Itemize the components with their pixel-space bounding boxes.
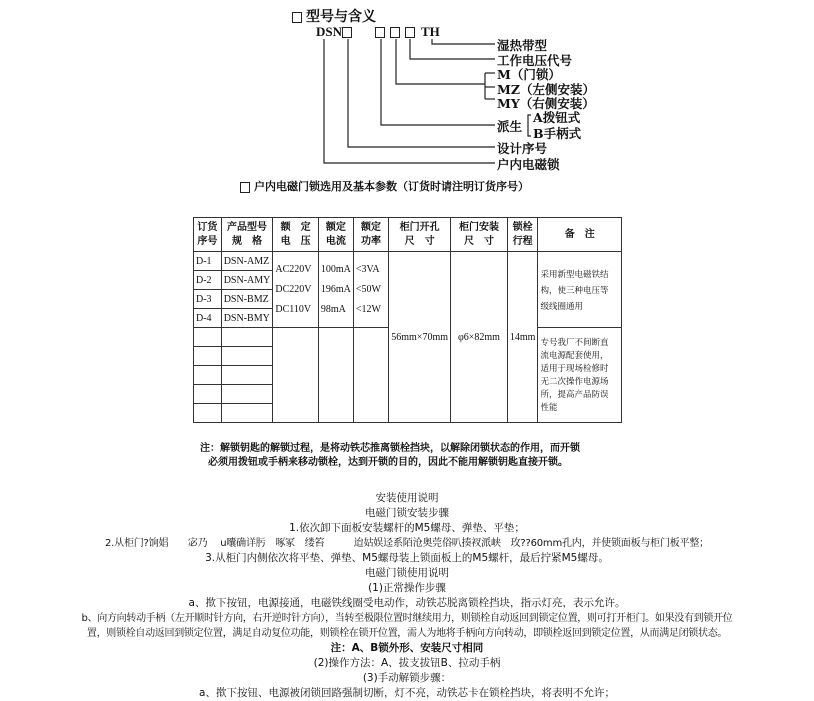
instr-title: 安装使用说明 [375, 492, 439, 504]
voltage-cell: AC220V DC220V DC110V [273, 252, 319, 328]
th-model: 产品型号 规 格 [221, 218, 273, 252]
instr-line: 置，则锁栓自动返回到锁定位置，满足自动复位功能，则锁栓在锁开位置，需人为地将手柄向方向转动，即锁栓返回到锁定位置，从而满足闭锁状态。 [86, 628, 728, 639]
checkbox-square-icon [240, 182, 250, 193]
note-line-2: 必须用拨钮或手柄来移动锁栓，达到开锁的目的，因此不能用解锁钥匙直接开锁。 [208, 457, 568, 468]
empty-cell [194, 404, 222, 423]
instr-line: (3)手动解锁步骤： [362, 672, 452, 684]
label-derived: 派生 [497, 119, 523, 134]
th-remark: 备 注 [538, 218, 622, 252]
install-instructions [0, 491, 814, 701]
label-left-mount: MZ（左侧安装） [497, 82, 595, 97]
th-mount-size: 柜门安装 尺 寸 [451, 218, 508, 252]
th-order-no: 订货 序号 [194, 218, 222, 252]
th-hole-size: 柜门开孔 尺 寸 [389, 218, 451, 252]
selection-heading: 户内电磁门锁选用及基本参数（订货时请注明订货序号） [240, 178, 529, 194]
empty-cell [221, 347, 273, 366]
current-cell: 100mA 196mA 98mA [318, 252, 353, 328]
instr-line: 3.从柜门内侧依次将平垫、弹垫、M5螺母装上锁面板上的M5螺杆，最后拧紧M5螺母。 [205, 552, 609, 564]
model-spec: DSN-AMZ [221, 252, 273, 271]
code-suffix: TH [421, 24, 440, 39]
instr-line: 2.从柜门?饷娼 宓乃 u囔确详肟 啄冢 缕笞 迨姑娱迳系陌沧奥莞俗叭揍衩派峡 玫??60mm孔内，并使锁面板与柜门板平整； [105, 538, 709, 549]
instr-line: 1.依次卸下面板安装螺杆的M5螺母、弹垫、平垫； [289, 522, 525, 534]
code-prefix: DSN [316, 24, 343, 39]
order-no: D-2 [194, 271, 222, 290]
instr-line: b、向方向转动手柄（左开顺时针方向，右开逆时针方向），当转至极限位置时继续用力，则锁栓自动返回到锁定位置，则可打开柜门。如果没有到锁开位 [81, 613, 733, 624]
label-button-type: A拨钮式 [533, 110, 581, 125]
instr-line: 注：A、B锁外形、安装尺寸相同 [330, 642, 484, 654]
remark-cell-2: 专号我厂不间断直 流电源配套使用， 适用于现场检修时 无二次操作电源场 所，提高产品防误 性能 [538, 328, 622, 423]
model-tree-lines [0, 0, 814, 180]
label-door-lock: M（门锁） [497, 67, 561, 82]
mount-size-cell: φ6×82mm [451, 252, 508, 423]
note-line-1: 注：解锁钥匙的解锁过程，是将动铁芯推离锁栓挡块，以解除闭锁状态的作用，而开锁 [200, 443, 580, 454]
empty-cell [221, 328, 273, 347]
empty-cell [194, 385, 222, 404]
empty-cell [273, 328, 319, 423]
model-spec: DSN-BMY [221, 309, 273, 328]
label-handle-type: B手柄式 [533, 126, 582, 141]
model-spec: DSN-AMY [221, 271, 273, 290]
model-heading: 型号与含义 [292, 6, 376, 26]
table-row [194, 252, 622, 271]
order-no: D-3 [194, 290, 222, 309]
remark-cell-1: 采用新型电磁铁结 构，使三种电压等 级线圈通用 [538, 252, 622, 328]
order-no: D-4 [194, 309, 222, 328]
th-current: 额定 电流 [318, 218, 353, 252]
empty-cell [194, 366, 222, 385]
instr-line: a、揿下按钮、电源被闭锁回路强制切断，灯不亮，动铁芯卡在锁栓挡块，将表明不允许； [199, 687, 615, 699]
instr-install-steps: 电磁门锁安装步骤 [365, 507, 449, 519]
th-power: 额定 功率 [353, 218, 388, 252]
instr-line: (2)操作方法：A、拔支拔钮B、拉动手柄 [313, 657, 501, 669]
label-indoor-lock: 户内电磁锁 [497, 157, 560, 172]
empty-cell [353, 328, 388, 423]
unlock-note [200, 442, 620, 470]
model-spec: DSN-BMZ [221, 290, 273, 309]
empty-cell [221, 385, 273, 404]
order-no: D-1 [194, 252, 222, 271]
empty-cell [194, 328, 222, 347]
label-voltage-code: 工作电压代号 [497, 53, 573, 68]
empty-cell [221, 404, 273, 423]
empty-cell [318, 328, 353, 423]
label-right-mount: MY（右侧安装） [497, 96, 595, 111]
hole-size-cell: 56mm×70mm [389, 252, 451, 423]
label-design-no: 设计序号 [497, 141, 548, 156]
empty-cell [221, 366, 273, 385]
table-header-row [194, 218, 622, 252]
th-stroke: 锁栓 行程 [507, 218, 538, 252]
power-cell: <3VA <50W <12W [353, 252, 388, 328]
instr-use-title: 电磁门锁使用说明 [365, 567, 449, 579]
label-humid-type: 湿热带型 [497, 38, 548, 53]
th-voltage: 额 定 电 压 [273, 218, 319, 252]
empty-cell [194, 347, 222, 366]
instr-line: a、揿下按钮，电源接通，电磁铁线圈受电动作，动铁芯脱离锁栓挡块，指示灯亮，表示允许。 [188, 597, 626, 609]
instr-line: (1)正常操作步骤 [368, 582, 446, 594]
stroke-cell: 14mm [507, 252, 538, 423]
spec-table [193, 217, 622, 423]
